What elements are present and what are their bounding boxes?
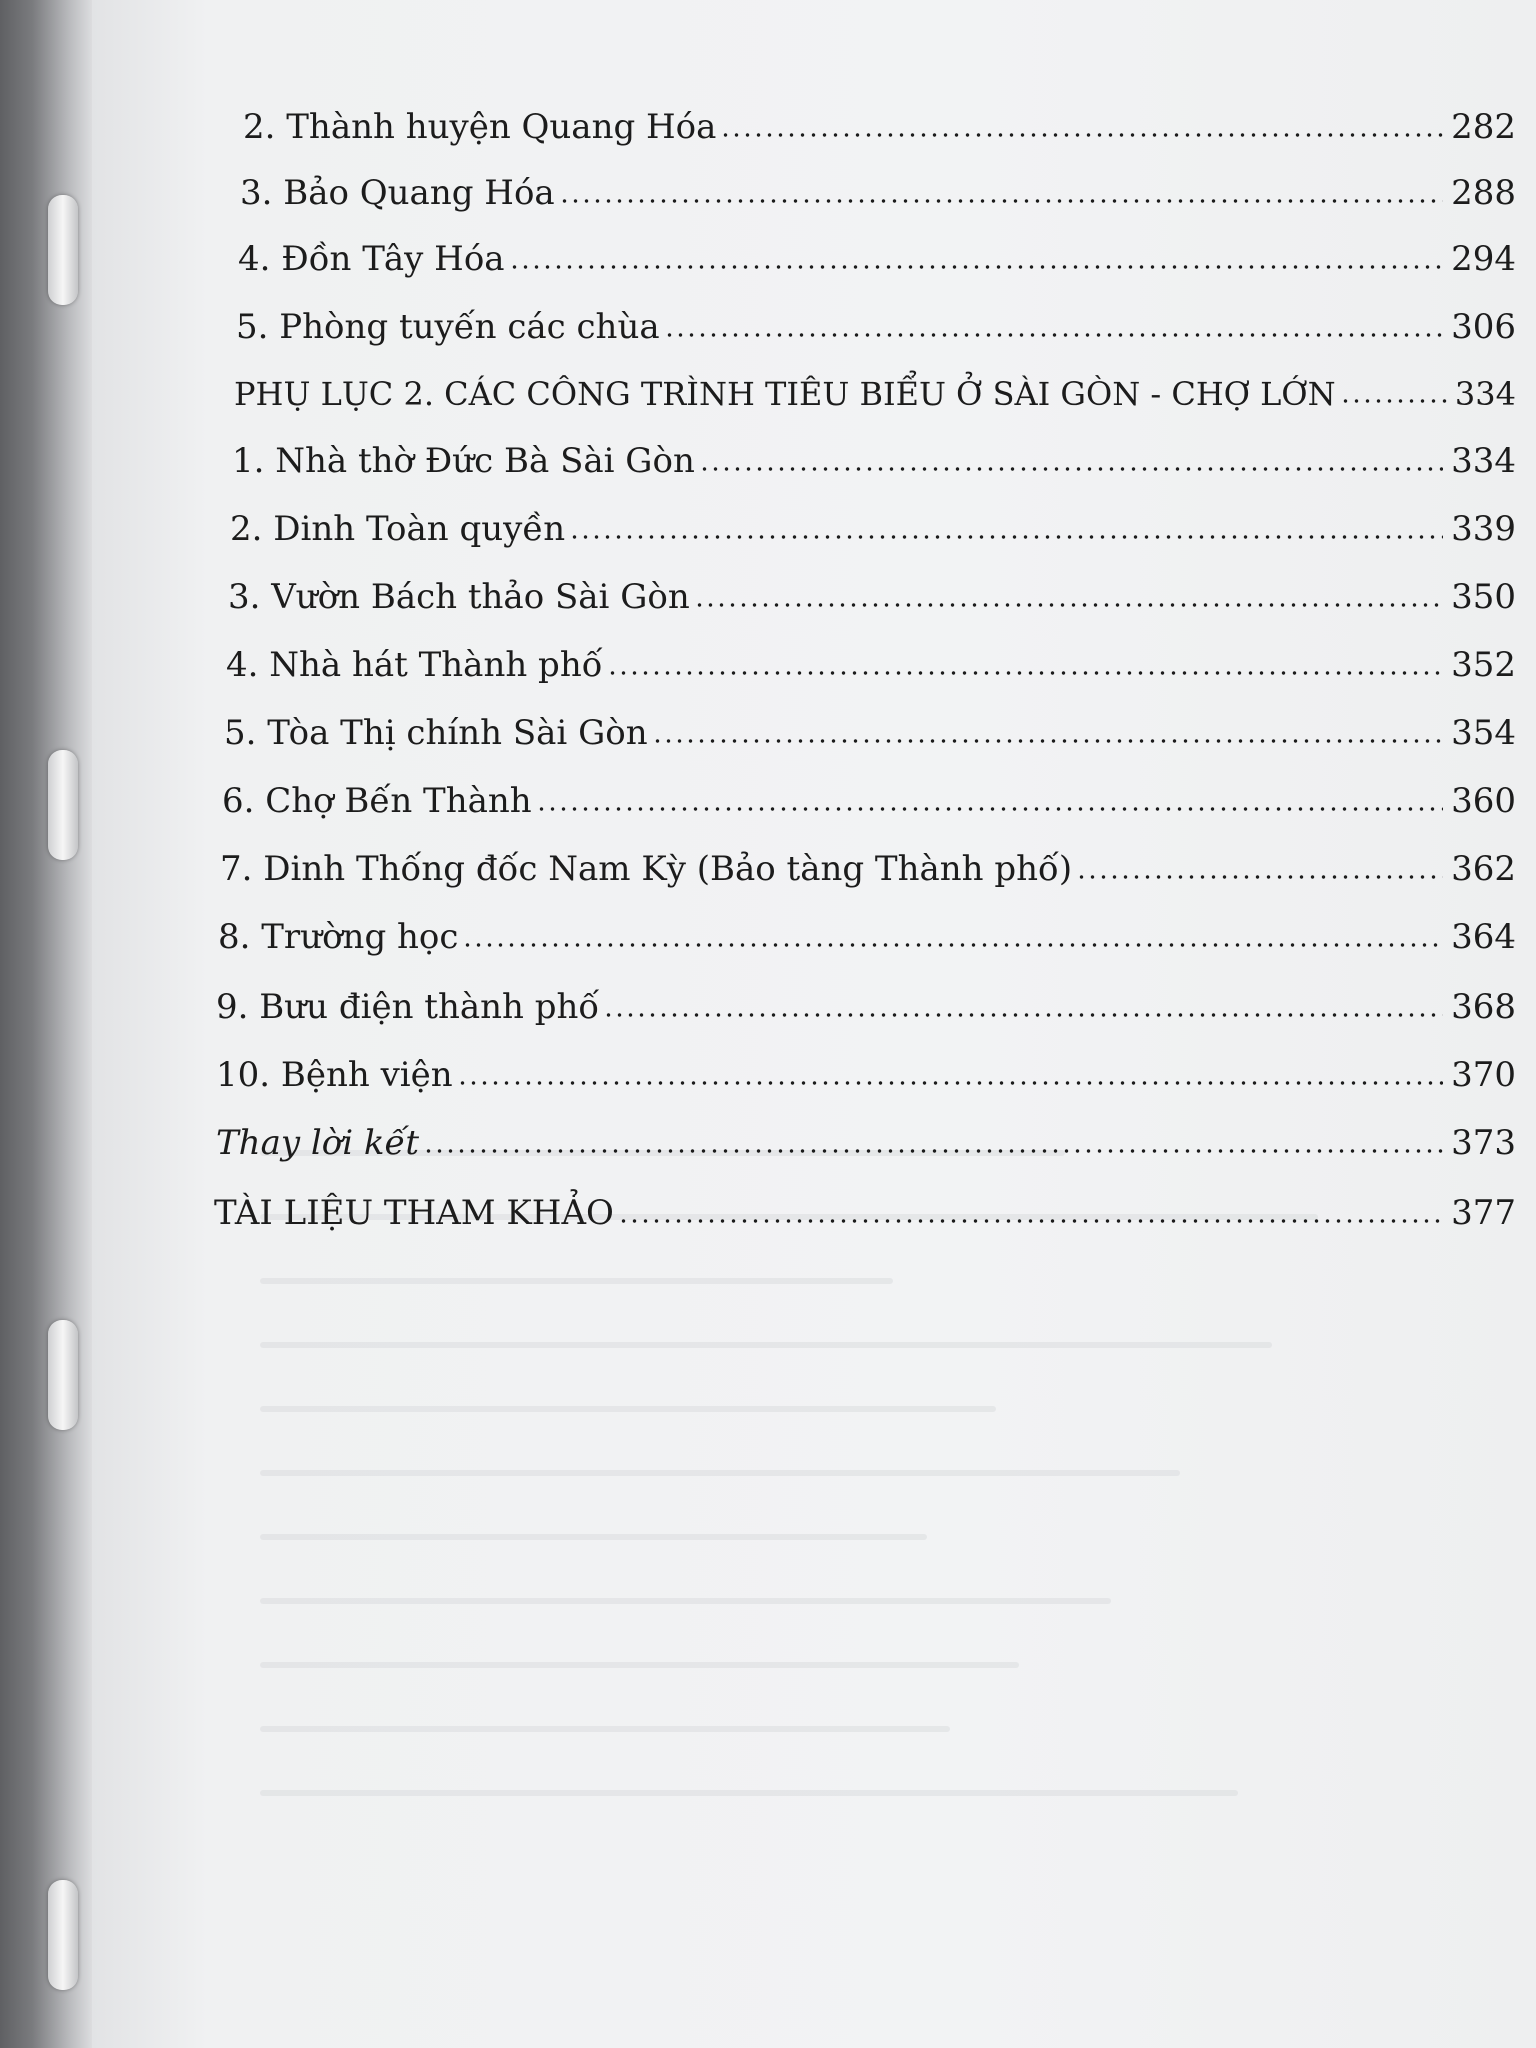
toc-entry [230, 488, 1516, 549]
toc-entry-title: 8. Trường học [218, 917, 459, 957]
toc-entry-page: 368 [1451, 987, 1516, 1027]
toc-entry-page: 334 [1454, 375, 1516, 413]
toc-entry [232, 420, 1516, 481]
toc-entry-page: 282 [1451, 107, 1516, 147]
toc-entry-page: 354 [1451, 713, 1516, 753]
toc-entry-title: 5. Tòa Thị chính Sài Gòn [224, 713, 648, 753]
toc-entry-page: 364 [1451, 917, 1516, 957]
toc-entry-title: 1. Nhà thờ Đức Bà Sài Gòn [232, 441, 695, 481]
toc-entry-page: 334 [1451, 441, 1516, 481]
toc-leader-dots [720, 133, 1443, 137]
toc-entry [222, 760, 1516, 821]
toc-entry-title: TÀI LIỆU THAM KHẢO [214, 1193, 614, 1233]
toc-entry [243, 86, 1516, 147]
toc-entry-page: 294 [1451, 239, 1516, 279]
toc-entry [226, 624, 1516, 685]
toc-entry [224, 692, 1516, 753]
toc-leader-dots [457, 1081, 1443, 1085]
toc-entry [216, 1034, 1516, 1095]
toc-leader-dots [664, 333, 1443, 337]
toc-entry [236, 286, 1516, 347]
toc-entry-title: 10. Bệnh viện [216, 1055, 453, 1095]
toc-entry [238, 218, 1516, 279]
toc-entry-title: 2. Thành huyện Quang Hóa [243, 107, 717, 147]
toc-entry-title: 2. Dinh Toàn quyền [230, 509, 566, 549]
toc-entry-page: 370 [1451, 1055, 1516, 1095]
toc-leader-dots [694, 603, 1443, 607]
toc-entry-page: 350 [1451, 577, 1516, 617]
toc-entry-page: 352 [1451, 645, 1516, 685]
toc-entry-title: 5. Phòng tuyến các chùa [236, 307, 660, 347]
toc-entry-page: 373 [1451, 1123, 1516, 1163]
toc-leader-dots [423, 1149, 1443, 1153]
toc-entry [220, 828, 1516, 889]
toc-entry-title: 9. Bưu điện thành phố [216, 987, 600, 1027]
toc-leader-dots [652, 739, 1443, 743]
toc-entry-page: 360 [1451, 781, 1516, 821]
toc-entry-title: 6. Chợ Bến Thành [222, 781, 532, 821]
toc-entry-title: 3. Bảo Quang Hóa [240, 173, 555, 213]
toc-entry-page: 288 [1451, 173, 1516, 213]
toc-leader-dots [699, 467, 1443, 471]
toc-leader-dots [1076, 875, 1443, 879]
toc-entry-title: PHỤ LỤC 2. CÁC CÔNG TRÌNH TIÊU BIỂU Ở SÀI GÒN - CHỢ LỚN [234, 375, 1336, 413]
toc-entry-title: 4. Nhà hát Thành phố [226, 645, 603, 685]
toc-leader-dots [603, 1013, 1443, 1017]
toc-entry-title: 3. Vườn Bách thảo Sài Gòn [228, 577, 690, 617]
toc-leader-dots [1340, 399, 1447, 403]
toc-entry-title: 7. Dinh Thống đốc Nam Kỳ (Bảo tàng Thành phố) [220, 849, 1073, 889]
toc-leader-dots [618, 1219, 1443, 1223]
toc-leader-dots [509, 265, 1444, 269]
toc-leader-dots [569, 535, 1443, 539]
toc-entry-conclusion [216, 1102, 1516, 1163]
toc-leader-dots [607, 671, 1444, 675]
toc-entry-page: 362 [1451, 849, 1516, 889]
toc-entry-appendix [234, 352, 1516, 413]
toc-leader-dots [536, 807, 1443, 811]
toc-entry [218, 896, 1516, 957]
toc-entry [216, 966, 1516, 1027]
toc-leader-dots [462, 943, 1443, 947]
toc-leader-dots [559, 199, 1443, 203]
toc-entry-page: 339 [1451, 509, 1516, 549]
toc-entry-title: 4. Đồn Tây Hóa [238, 239, 505, 279]
toc-entry-page: 306 [1451, 307, 1516, 347]
toc-entry-references [214, 1172, 1516, 1233]
toc-entry-title: Thay lời kết [216, 1123, 420, 1163]
toc-entry [228, 556, 1516, 617]
toc-entry-page: 377 [1451, 1193, 1516, 1233]
toc-entry [240, 152, 1516, 213]
